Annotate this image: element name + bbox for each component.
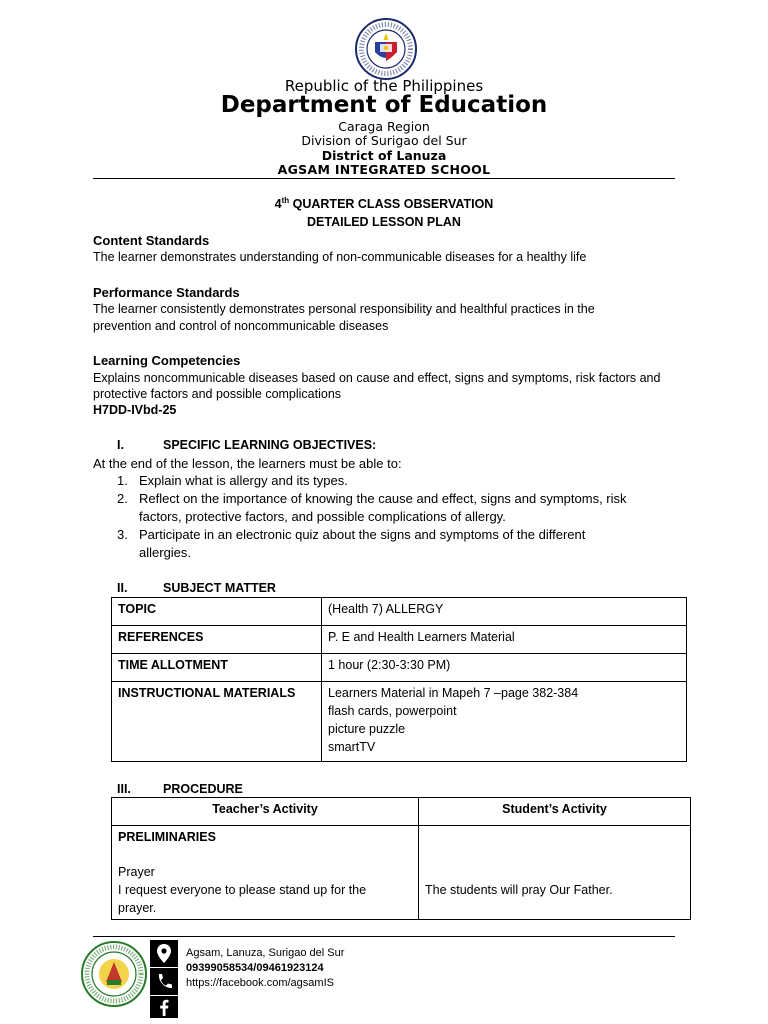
procedure-heading: PROCEDURE bbox=[163, 782, 243, 796]
objectives-heading: SPECIFIC LEARNING OBJECTIVES: bbox=[163, 438, 377, 452]
teacher-activity-header: Teacher’s Activity bbox=[112, 798, 419, 826]
table-row bbox=[112, 826, 691, 920]
plan-title: DETAILED LESSON PLAN bbox=[307, 215, 461, 229]
prayer-label: Prayer bbox=[118, 865, 155, 879]
material-item: smartTV bbox=[328, 740, 376, 754]
objective-number: 3. bbox=[117, 527, 128, 542]
row-value: 1 hour (2:30-3:30 PM) bbox=[322, 654, 687, 682]
performance-standards-line: The learner consistently demonstrates personal responsibility and healthful practices in the bbox=[93, 302, 595, 316]
subject-matter-numeral: II. bbox=[117, 581, 128, 595]
school-logo-icon bbox=[80, 940, 148, 1008]
objective-text: allergies. bbox=[139, 545, 192, 560]
material-item: flash cards, powerpoint bbox=[328, 704, 457, 718]
header-divider bbox=[93, 178, 675, 179]
row-value: (Health 7) ALLERGY bbox=[322, 598, 687, 626]
quarter-title: 4th QUARTER CLASS OBSERVATION bbox=[274, 195, 494, 211]
footer-phone: 09399058534/09461923124 bbox=[186, 962, 324, 974]
school-name: AGSAM INTEGRATED SCHOOL bbox=[277, 162, 491, 177]
footer-divider bbox=[93, 936, 675, 937]
facebook-icon bbox=[150, 996, 178, 1018]
table-row bbox=[112, 682, 687, 762]
objective-number: 1. bbox=[117, 473, 128, 488]
learning-competencies-line: Explains noncommunicable diseases based on cause and effect, signs and symptoms, risk factors and bbox=[93, 371, 661, 385]
preliminaries-label: PRELIMINARIES bbox=[118, 830, 216, 844]
table-row bbox=[112, 798, 691, 826]
row-label: INSTRUCTIONAL MATERIALS bbox=[112, 682, 322, 762]
teacher-line: I request everyone to please stand up for the bbox=[118, 883, 367, 897]
objective-text: Participate in an electronic quiz about the signs and symptoms of the different bbox=[139, 527, 586, 542]
content-standards-heading: Content Standards bbox=[93, 233, 210, 248]
deped-seal-icon bbox=[347, 18, 425, 80]
row-value: P. E and Health Learners Material bbox=[322, 626, 687, 654]
material-item: picture puzzle bbox=[328, 722, 406, 736]
competency-code: H7DD-IVbd-25 bbox=[93, 403, 177, 417]
table-row bbox=[112, 598, 687, 626]
subject-matter-table bbox=[111, 597, 687, 762]
objective-text: Reflect on the importance of knowing the cause and effect, signs and symptoms, risk bbox=[139, 491, 627, 506]
learning-competencies-line: protective factors and possible complications bbox=[93, 387, 342, 401]
footer-address: Agsam, Lanuza, Surigao del Sur bbox=[186, 947, 345, 959]
student-activity-cell bbox=[419, 826, 691, 920]
objectives-intro: At the end of the lesson, the learners must be able to: bbox=[93, 456, 402, 471]
learning-competencies-heading: Learning Competencies bbox=[93, 353, 241, 368]
table-row bbox=[112, 654, 687, 682]
row-value bbox=[322, 682, 687, 762]
republic-label: Republic of the Philippines bbox=[284, 77, 484, 95]
location-icon bbox=[150, 940, 178, 967]
teacher-line: prayer. bbox=[118, 901, 157, 915]
procedure-table bbox=[111, 797, 691, 920]
objective-number: 2. bbox=[117, 491, 128, 506]
procedure-numeral: III. bbox=[117, 782, 131, 796]
subject-matter-heading: SUBJECT MATTER bbox=[163, 581, 276, 595]
student-line: The students will pray Our Father. bbox=[425, 883, 613, 897]
material-item: Learners Material in Mapeh 7 –page 382-384 bbox=[328, 686, 579, 700]
region-label: Caraga Region bbox=[338, 119, 430, 134]
teacher-activity-cell bbox=[112, 826, 419, 920]
footer-facebook-link[interactable]: https://facebook.com/agsamIS bbox=[186, 977, 334, 989]
table-row bbox=[112, 626, 687, 654]
department-title: Department of Education bbox=[220, 92, 548, 118]
objective-text: factors, protective factors, and possible complications of allergy. bbox=[139, 509, 506, 524]
performance-standards-heading: Performance Standards bbox=[93, 285, 240, 300]
content-standards-text: The learner demonstrates understanding of non-communicable diseases for a healthy life bbox=[93, 250, 587, 264]
row-label: REFERENCES bbox=[112, 626, 322, 654]
row-label: TIME ALLOTMENT bbox=[112, 654, 322, 682]
objectives-numeral: I. bbox=[117, 438, 124, 452]
student-activity-header: Student’s Activity bbox=[419, 798, 691, 826]
objective-text: Explain what is allergy and its types. bbox=[139, 473, 348, 488]
division-label: Division of Surigao del Sur bbox=[301, 133, 467, 148]
district-label: District of Lanuza bbox=[321, 148, 447, 163]
phone-icon bbox=[150, 968, 178, 995]
row-label: TOPIC bbox=[112, 598, 322, 626]
performance-standards-line: prevention and control of noncommunicable diseases bbox=[93, 319, 389, 333]
